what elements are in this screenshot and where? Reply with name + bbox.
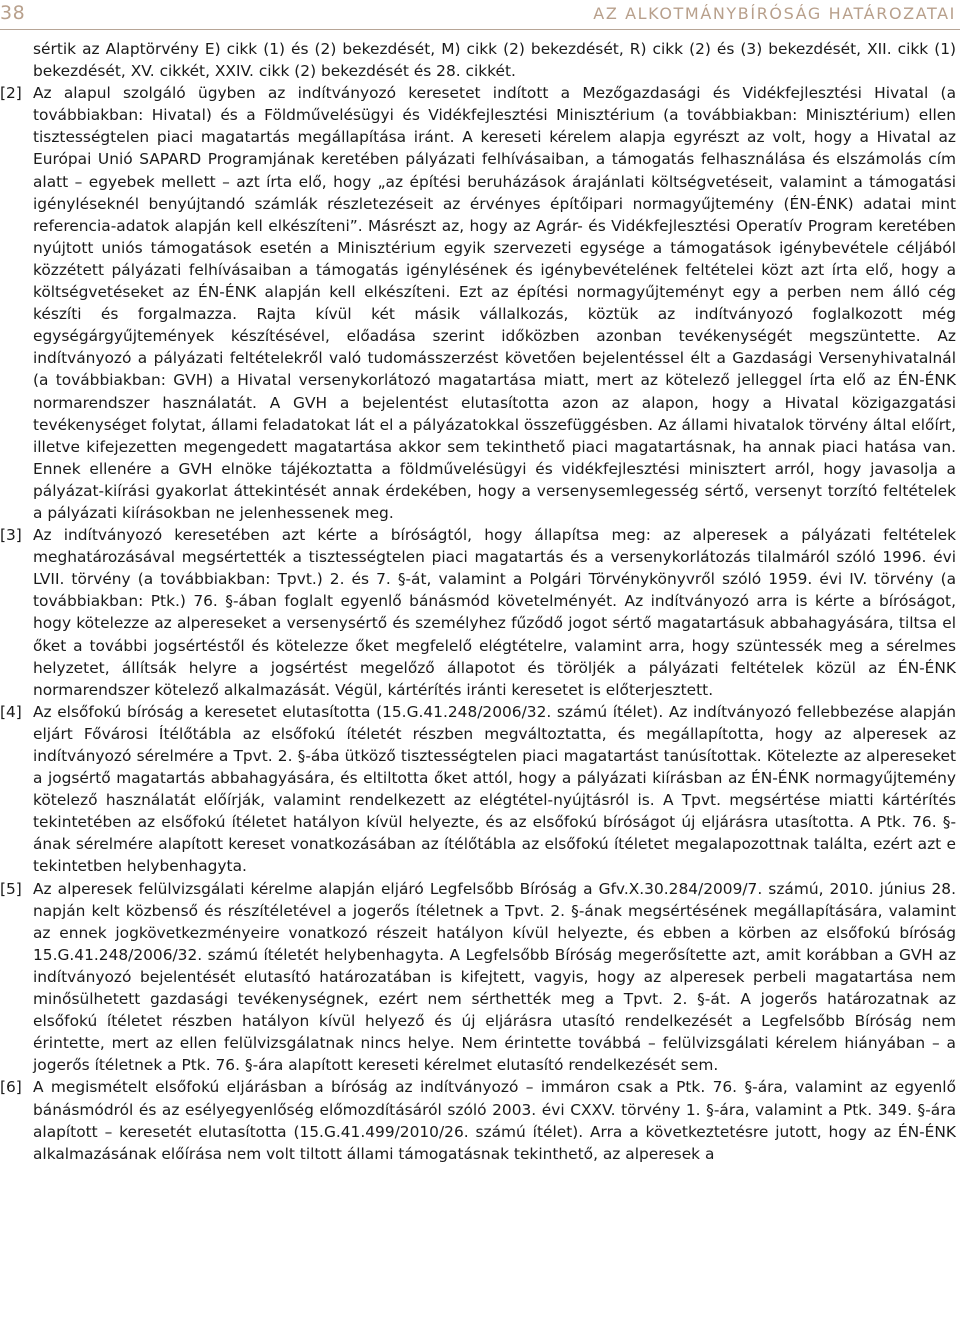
running-title: AZ ALKOTMÁNYBÍRÓSÁG HATÁROZATAI (593, 4, 956, 23)
paragraph-3 (0, 524, 956, 701)
paragraph-text: Az alperesek felülvizsgálati kérelme alapján eljáró Legfelsőbb Bíróság a Gfv.X.30.284/2009/7. számú, 2010. június 28. napján kelt közbenső és részítéletével a jogerős ítéletnek a Tpvt. 2. §-ának megsértésének megállapítására, valamint az ennek jogkövetkezményeire vonatkozó részeit hatályon kívül helyezte, és ebben a körben az elsőfokú bíróság 15.G.41.248/2006/32. számú ítéletét helybenhagyta. A Legfelsőbb Bíróság megerősítette azt, amit korábban a GVH az indítványozó bejelentését elutasító határozatában is kifejtett, vagyis, hogy az alperesek perbeli magatartása nem minősülhetett gazdasági tevékenységnek, ezért nem sérthették meg a Tpvt. 2. §-át. A jogerős határozatnak az elsőfokú ítéletet részben hatályon kívül helyező és új eljárásra utasító rendelkezését a Legfelsőbb Bíróság nem érintette, mert az ellen felülvizsgálatnak nincs helye. Nem érintette továbbá – felülvizsgálati kérelem hiányában – a jogerős ítéletnek a Ptk. 76. §-ára alapított kereseti kérelmet elutasító rendelkezését sem. (33, 879, 956, 1075)
page-header (0, 0, 960, 30)
paragraph-continuation (0, 38, 956, 82)
paragraph-4 (0, 701, 956, 878)
paragraph-number: [5] (0, 879, 22, 898)
document-body (0, 38, 956, 1165)
paragraph-2 (0, 82, 956, 524)
paragraph-6 (0, 1076, 956, 1164)
paragraph-number: [6] (0, 1078, 22, 1097)
paragraph-5 (0, 878, 956, 1077)
paragraph-text: sértik az Alaptörvény E) cikk (1) és (2) bekezdését, M) cikk (2) bekezdését, R) cikk (2) és (3) bekezdését, XII. cikk (1) bekezdését, XV. cikkét, XXIV. cikk (2) bekezdését és 28. cikkét. (33, 40, 956, 81)
paragraph-text: Az elsőfokú bíróság a keresetet elutasította (15.G.41.248/2006/32. számú ítélet). Az indítványozó fellebbezése alapján eljárt Fővárosi Ítélőtábla az elsőfokú ítéletét részben megváltoztatta, és megállapította, hogy az alperesek az indítványozó sérelmére a Tpvt. 2. §-ába ütköző tisztességtelen piaci magatartást tanúsítottak. Kötelezte az alpereseket a jogsértő magatartás abbahagyására, és eltiltotta őket attól, hogy a pályázati kiírásban az ÉN-ÉNK normagyűjtemény kötelező használatát előírják, valamint rendelkezett az elégtétel-nyújtásról is. A Tpvt. megsértése miatti kártérítés tekintetében az elsőfokú ítéletet hatályon kívül helyezte, és az elsőfokú bíróságot új eljárásra utasította. A Ptk. 76. §-ának sérelmére alapított kereset vonatkozásában az ítélőtábla az elsőfokú ítéletet megalapozottnak találta, ezért azt e tekintetben helybenhagyta. (33, 702, 956, 876)
paragraph-text: Az indítványozó keresetében azt kérte a bíróságtól, hogy állapítsa meg: az alperesek a pályázati feltételek meghatározásával megsértették a tisztességtelen piaci magatartás és a versenykorlátozás tilalmáról szóló 1996. évi LVII. törvény (a továbbiakban: Tpvt.) 2. és 7. §-át, valamint a Polgári Törvénykönyvről szóló 1959. évi IV. törvény (a továbbiakban: Ptk.) 76. §-ában foglalt egyenlő bánásmód követelményét. Az indítványozó arra is kérte a bíróságot, hogy kötelezze az alpereseket a versenysértő és személyhez fűződő jogot sértő magatartásuk abbahagyására, tiltsa el őket a további jogsértéstől és kötelezze őket megfelelő elégtételre, valamint arra, hogy szüntessék meg a sérelmes helyzetet, állítsák helyre a jogsértést megelőző állapotot és töröljék a pályázati feltételek közül az ÉN-ÉNK normarendszer kötelező alkalmazását. Végül, kártérítés iránti keresetet is előterjesztett. (33, 526, 956, 699)
paragraph-number: [3] (0, 526, 22, 545)
paragraph-text: A megismételt elsőfokú eljárásban a bíróság az indítványozó – immáron csak a Ptk. 76. §-ára, valamint az egyenlő bánásmódról és az esélyegyenlőség előmozdításáról szóló 2003. évi CXXV. törvény 1. §-ára, valamint a Ptk. 349. §-ára alapított – keresetét elutasította (15.G.41.499/2010/26. számú ítélet). Arra a következtetésre jutott, hogy az ÉN-ÉNK alkalmazásának előírása nem volt tiltott állami támogatásnak tekinthető, az alperesek a (33, 1078, 956, 1163)
paragraph-number: [2] (0, 84, 22, 103)
paragraph-text: Az alapul szolgáló ügyben az indítványozó keresetet indított a Mezőgazdasági és Vidékfejlesztési Hivatal (a továbbiakban: Hivatal) és a Földművelésügyi és Vidékfejlesztési Minisztérium (a továbbiakban: Minisztérium) ellen tisztességtelen piaci magatartás megállapítása iránt. A kereseti kérelem alapja egyrészt az volt, hogy a Hivatal az Európai Unió SAPARD Programjának keretében pályázati felhívásaiban, a támogatás felhasználása és elszámolás cím alatt – egyebek mellett – azt írta elő, hogy „az építési beruházások árajánlati költségvetéseit, valamint a támogatási igényléseknél benyújtandó számlák részletezéseit az érvényes építőipari normagyűjtemény (ÉN-ÉNK) adatai mint referencia-adatok alapján kell elkészíteni”. Másrészt az, hogy az Agrár- és Vidékfejlesztési Operatív Program keretében nyújtott uniós támogatások esetén a Minisztérium egyik szervezeti egysége a támogatások igénybevétele céljából közzétett pályázati felhívásaiban a támogatás igénylésének és igénybevételének feltételei közt azt írta elő, hogy a költségvetéseket az ÉN-ÉNK alapján kell elkészíteni. Ezt az építési normagyűjteményt egy a perben nem álló cég készíti és forgalmazza. Rajta kívül két másik vállalkozás, köztük az indítványozó foglalkozott még egységárgyűjtemények készítésével, előadása szerint időközben azonban tevékenységét megszüntette. Az indítványozó a pályázati feltételekről való tudomásszerzést követően bejelentéssel élt a Gazdasági Versenyhivatalnál (a továbbiakban: GVH) a Hivatal versenykorlátozó magatartása miatt, mert az kötelező jelleggel írta elő az ÉN-ÉNK normarendszer használatát. A GVH a bejelentést elutasította azon az alapon, hogy a Hivatal közigazgatási tevékenységet folytat, állami feladatokat lát el a pályázatokkal összefüggésben. Az állami hivatalok törvény által előírt, illetve kifejezetten megengedett magatartása akkor sem tekinthető piaci magatartásnak, ha annak piaci hatása van. Ennek ellenére a GVH elnöke tájékoztatta a földművelésügyi és vidékfejlesztési minisztert arról, hogy javasolja a pályázat-kiírási gyakorlat áttekintését annak érdekében, hogy a versenysemlegesség sértő, versenyt torzító feltételek a pályázati kiírásokban ne jelenhessenek meg. (33, 84, 956, 522)
paragraph-number: [4] (0, 702, 22, 721)
page-number: 38 (0, 2, 26, 24)
